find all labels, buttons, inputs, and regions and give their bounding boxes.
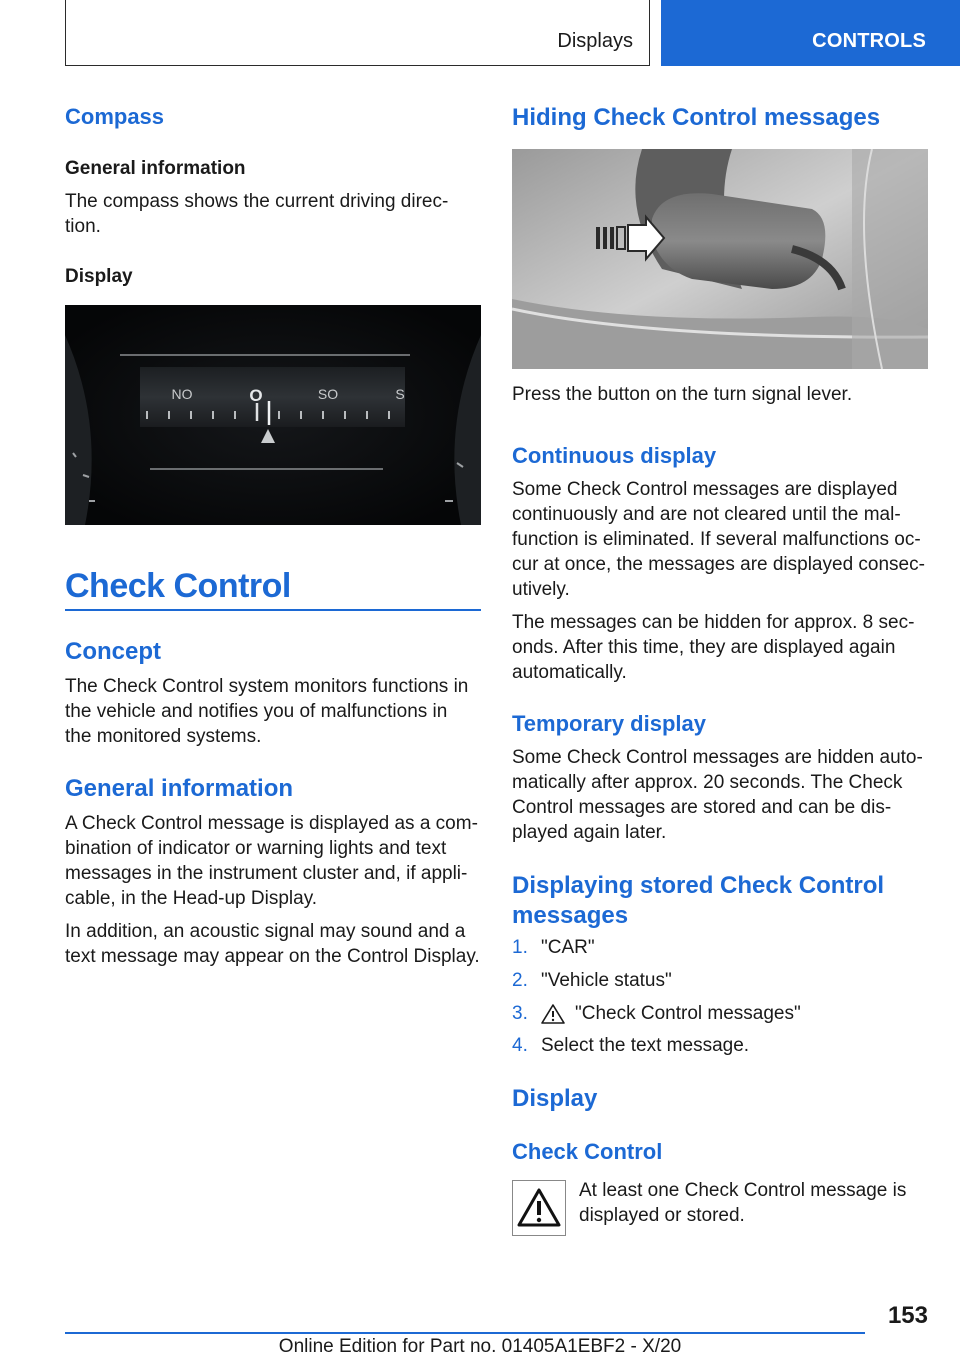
continuous-display-text [512, 477, 932, 602]
temporary-display-text [512, 745, 932, 845]
page-number: 153 [887, 1302, 928, 1329]
header-chapter-tab [661, 0, 960, 66]
header-section-box [65, 0, 650, 66]
text-line: continuously and are not cleared until the mal- [512, 504, 901, 525]
compass-label-no: NO [171, 386, 193, 402]
step-text: "Check Control messages" [575, 1003, 801, 1024]
acoustic-signal-text [65, 919, 485, 969]
text-line: automatically. [512, 662, 627, 683]
text-line: displayed or stored. [579, 1205, 745, 1226]
text-line: At least one Check Control message is [579, 1180, 907, 1201]
text-line: The messages can be hidden for approx. 8 sec- [512, 612, 915, 633]
text-line: Some Check Control messages are hidden auto- [512, 747, 923, 768]
step-number: 1. [512, 937, 528, 958]
compass-illustration [65, 305, 481, 525]
text-line: The Check Control system monitors functions in [65, 676, 469, 697]
text-line: The compass shows the current driving direc- [65, 191, 449, 212]
heading-underline [65, 609, 481, 611]
step-number: 2. [512, 970, 528, 991]
header-chapter-label: CONTROLS [812, 30, 926, 52]
stored-messages-heading [512, 871, 884, 931]
text-line: Control messages are stored and can be dis- [512, 797, 892, 818]
turn-signal-lever-image [512, 149, 928, 369]
text-line: cable, in the Head-up Display. [65, 888, 318, 909]
display-heading: Display [512, 1085, 598, 1112]
general-information-text [65, 811, 485, 911]
check-control-subheading: Check Control [512, 1139, 663, 1164]
step-text: "Vehicle status" [541, 970, 672, 991]
text-line: tion. [65, 216, 101, 237]
text-line: utively. [512, 579, 570, 600]
text-line: In addition, an acoustic signal may sound and a [65, 921, 466, 942]
text-line: Some Check Control messages are displayed [512, 479, 898, 500]
hiding-messages-heading: Hiding Check Control messages [512, 104, 881, 131]
text-line: A Check Control message is displayed as a com- [65, 813, 478, 834]
concept-heading: Concept [65, 638, 161, 665]
compass-label-s: S [395, 386, 405, 402]
text-line: matically after approx. 20 seconds. The Check [512, 772, 903, 793]
temporary-display-heading: Temporary display [512, 711, 706, 736]
warning-symbol-box [512, 1180, 566, 1236]
continuous-display-heading: Continuous display [512, 443, 717, 468]
header-section-title: Displays [557, 30, 633, 52]
step-number: 3. [512, 1003, 528, 1024]
heading-line: messages [512, 902, 629, 929]
compass-label-so: SO [317, 386, 339, 402]
step-text: "CAR" [541, 937, 595, 958]
footer-rule [65, 1332, 865, 1334]
footer-edition: Online Edition for Part no. 01405A1EBF2 - X/20 [278, 1336, 682, 1357]
text-line: onds. After this time, they are displayed again [512, 637, 896, 658]
step-number: 4. [512, 1035, 528, 1056]
compass-label-o: O [249, 386, 263, 405]
press-button-text: Press the button on the turn signal lever. [512, 384, 853, 405]
display-subheading: Display [65, 266, 133, 287]
general-information-subheading: General information [65, 158, 246, 179]
general-information-heading: General information [65, 775, 294, 802]
text-line: cur at once, the messages are displayed consec- [512, 554, 925, 575]
compass-heading: Compass [65, 104, 165, 129]
compass-description [65, 189, 485, 239]
text-line: function is eliminated. If several malfunctions oc- [512, 529, 921, 550]
text-line: bination of indicator or warning lights and text [65, 838, 447, 859]
text-line: played again later. [512, 822, 667, 843]
check-control-heading: Check Control [65, 567, 291, 605]
text-line: the vehicle and notifies you of malfunctions in [65, 701, 448, 722]
concept-text [65, 674, 485, 749]
check-control-text [579, 1178, 929, 1228]
text-line: messages in the instrument cluster and, if appli- [65, 863, 468, 884]
lever-illustration [512, 149, 928, 369]
compass-display-image [65, 305, 481, 525]
text-line: the monitored systems. [65, 726, 262, 747]
warning-triangle-icon [513, 1181, 565, 1235]
step-text: Select the text message. [541, 1035, 750, 1056]
heading-line: Displaying stored Check Control [512, 872, 885, 899]
text-line: text message may appear on the Control Display. [65, 946, 480, 967]
hidden-duration-text [512, 610, 932, 685]
warning-triangle-icon [541, 1004, 565, 1029]
